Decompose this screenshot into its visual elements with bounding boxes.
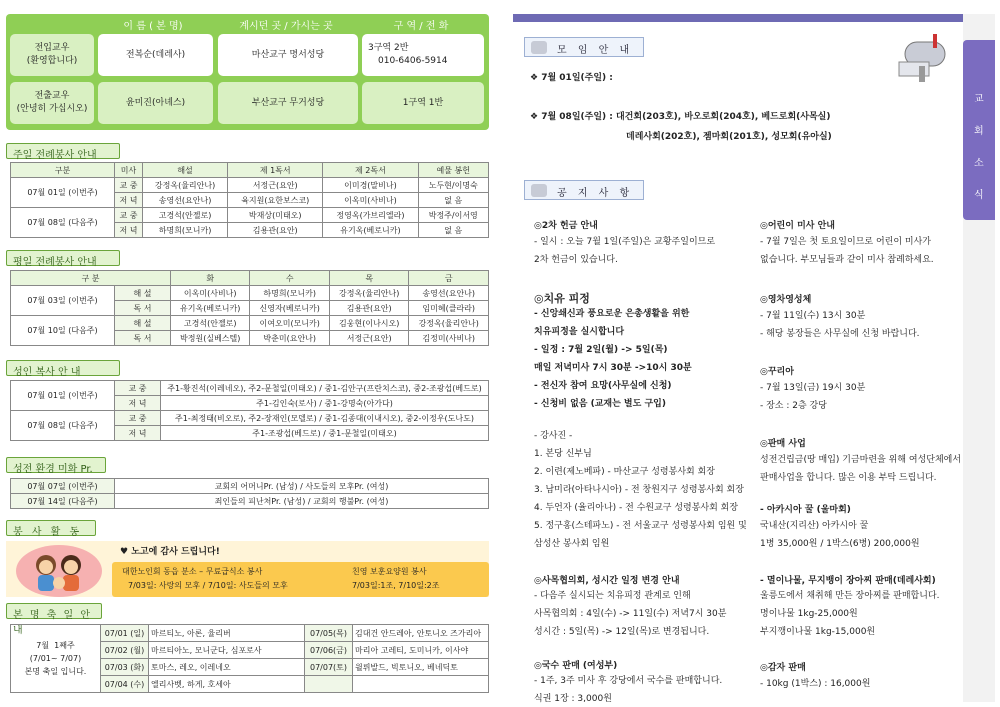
sunday-cell: 김용관(요안): [228, 223, 323, 238]
notice-text: 성시간 : 5일(목) -> 12일(목)로 변경됩니다.: [534, 627, 710, 637]
altar-title: 성인 복사 안 내: [6, 360, 120, 376]
altar-mass: 저 녁: [115, 396, 161, 411]
notice-text: - 1주, 3주 미사 후 강당에서 국수를 판매합니다.: [534, 676, 723, 686]
notice-text: 식권 1장 : 3,000원: [534, 694, 612, 704]
table-row: [11, 208, 489, 223]
altar-mass: 교 중: [115, 411, 161, 426]
altar-cell: 주1-최정태(비오로), 주2-장재인(모델로) / 중1-김종대(이내시오), 중2-이정우(도나도): [161, 411, 489, 426]
sunday-h5: 예물 봉헌: [418, 163, 488, 178]
environment-date: 07월 14일 (다음주): [11, 494, 115, 509]
notice-heading: ◎국수 판매 (여성부): [534, 661, 618, 671]
prayer-week: 7월 1째주 (7/01~ 7/07) 본명 축일 입니다.: [11, 625, 101, 693]
weekday-date: 07월 10일 (다음주): [11, 316, 115, 346]
notice-text: - 다음주 실시되는 치유피정 관계로 인해: [534, 591, 691, 601]
weekday-table: [10, 270, 489, 346]
notice-heading: ◎판매 사업: [760, 439, 806, 449]
weekday-cell: 김용관(요안): [329, 301, 409, 316]
weekday-h0: 구 분: [11, 271, 171, 286]
notice-text: 2차 헌금이 있습니다.: [534, 255, 618, 265]
sunday-h0: 구분: [11, 163, 115, 178]
notice-title: [524, 180, 644, 200]
table-row: [11, 411, 489, 426]
notice-text: 1. 본당 신부님: [534, 449, 592, 459]
table-row: [11, 494, 489, 509]
sunday-cell: 하명희(모니카): [143, 223, 228, 238]
weekday-cell: 하명희(모니카): [250, 286, 330, 301]
weekday-title: 평일 전례봉사 안내: [6, 250, 120, 266]
sunday-cell: 유기옥(베로니카): [323, 223, 418, 238]
notice-text: 1병 35,000원 / 1박스(6병) 200,000원: [760, 539, 920, 549]
sunday-h3: 제 1독서: [228, 163, 323, 178]
notice-heading: - 아카시아 꿀 (울마회): [760, 505, 851, 515]
prayer-date: [305, 676, 353, 693]
registry-place-out: 부산교구 무거성당: [218, 82, 358, 124]
notice-heading: ◎어린이 미사 안내: [760, 221, 835, 231]
prayer-date: 07/01 (일): [101, 625, 149, 642]
weekday-cell: 고경석(안젤로): [170, 316, 250, 331]
weekday-cell: 김정미(사비나): [409, 331, 489, 346]
weekday-h4: 금: [409, 271, 489, 286]
weekday-cell: 강정옥(율리안나): [409, 316, 489, 331]
notice-text: - 일시 : 오늘 7월 1일(주일)은 교황주일이므로: [534, 237, 716, 247]
weekday-kind: 독 서: [115, 301, 171, 316]
notice-text: - 7월 7일은 첫 토요일이므로 어린이 미사가: [760, 237, 931, 247]
sunday-cell: 노두현/이명숙: [418, 178, 488, 193]
sunday-cell: 서정근(요안): [228, 178, 323, 193]
notice-text: 사목협의회 : 4일(수) -> 11일(수) 저녁7시 30분: [534, 609, 727, 619]
registry-zone-in: [362, 34, 484, 76]
sunday-mass: 교 중: [115, 178, 143, 193]
notice-heading: - 멸이나물, 무지뱅이 장아찌 판매(데레사회): [760, 576, 936, 586]
weekday-cell: 강정옥(율리안나): [329, 286, 409, 301]
prayer-date: 07/07(토): [305, 659, 353, 676]
prayer-saints: 엘리사벳, 하게, 호세아: [149, 676, 305, 693]
meeting-line1: ❖ 7월 01일(주일) :: [530, 73, 613, 83]
sunday-mass: 저 녁: [115, 193, 143, 208]
environment-title: 성전 환경 미화 Pr.: [6, 457, 106, 473]
top-bar: [513, 14, 963, 22]
prayer-saints: 토마스, 레오, 이레네오: [149, 659, 305, 676]
weekday-cell: 신영자(베로니카): [250, 301, 330, 316]
sunday-date: 07월 08일 (다음주): [11, 208, 115, 238]
prayer-saints: 마르티아노, 모니군다, 심포로사: [149, 642, 305, 659]
notice-text: 국내산(지리산) 아카시아 꿀: [760, 521, 869, 531]
notice-text: - 강사진 -: [534, 431, 573, 441]
table-row: [11, 381, 489, 396]
service-info: [112, 562, 489, 597]
prayer-saints: 윌뤼발드, 빅토니오, 베네딕토: [353, 659, 489, 676]
sunday-cell: 없 음: [418, 223, 488, 238]
notice-text: 치유피정을 실시합니다: [534, 327, 625, 337]
weekday-cell: 이여오미(모니카): [250, 316, 330, 331]
notice-text: 2. 이련(제노베파) - 마산교구 성령봉사회 회장: [534, 467, 715, 477]
notice-heading: ◎감자 판매: [760, 663, 806, 673]
table-row: [11, 178, 489, 193]
altar-cell: 주1-황진석(이레네오), 주2-문철일(미태오) / 중1-김안구(프란치스코), 중2-조광섭(베드로): [161, 381, 489, 396]
notice-text: - 신청비 없음 (교재는 별도 구입): [534, 399, 666, 409]
sunday-cell: 고경석(안젤로): [143, 208, 228, 223]
prayer-title: 본 명 축 일 안 내: [6, 603, 102, 619]
notice-text: 부지깽이나물 1kg-15,000원: [760, 627, 876, 637]
side-tab-char: 식: [974, 190, 984, 201]
table-row: [11, 625, 489, 642]
weekday-cell: 송영선(요안나): [409, 286, 489, 301]
sunday-cell: 이미경(말비나): [323, 178, 418, 193]
prayer-table: [10, 624, 489, 693]
prayer-saints: [353, 676, 489, 693]
side-tab-char: 회: [974, 126, 984, 137]
weekday-cell: 김웅현(이나시오): [329, 316, 409, 331]
registry-type-in: 전입교우 (환영합니다): [10, 34, 94, 76]
sunday-cell: 송영선(요안나): [143, 193, 228, 208]
altar-mass: 교 중: [115, 381, 161, 396]
weekday-cell: 임미혜(클라라): [409, 301, 489, 316]
weekday-cell: 서정근(요안): [329, 331, 409, 346]
table-row: [11, 286, 489, 301]
notice-title-text: 공 지 사 항: [557, 188, 634, 199]
notice-text: 3. 남미라(아타나시아) - 전 창원지구 성령봉사회 회장: [534, 485, 744, 495]
person-icon: [531, 184, 547, 197]
registry-header-zone: 구 역 / 전 화: [393, 21, 449, 32]
notice-text: 없습니다. 부모님들과 같이 미사 참례하세요.: [760, 255, 934, 265]
sunday-cell: 없 음: [418, 193, 488, 208]
weekday-h3: 목: [329, 271, 409, 286]
notice-text: - 신앙쇄신과 풍요로운 은총생활을 위한: [534, 309, 690, 319]
notice-heading: ◎영차영성체: [760, 295, 812, 305]
mailbox-icon: [885, 32, 955, 84]
registry-panel: [6, 14, 489, 130]
service-left-line1: 대한노인회 동읍 분소 – 무료급식소 봉사: [122, 567, 263, 576]
notice-text: - 10kg (1박스) : 16,000원: [760, 679, 871, 689]
meeting-line2: ❖ 7월 08일(주일) : 대건회(203호), 바오로회(204호), 베드로회(사목실): [530, 112, 831, 122]
weekday-h1: 화: [170, 271, 250, 286]
environment-table: [10, 478, 489, 509]
altar-mass: 저 녁: [115, 426, 161, 441]
altar-cell: 주1-김인숙(로사) / 중1-강명숙(아가다): [161, 396, 489, 411]
environment-cell: 교회의 어머니Pr. (남성) / 사도들의 모후Pr. (여성): [115, 479, 489, 494]
registry-header-place: 계시던 곳 / 가시는 곳: [239, 21, 333, 32]
registry-header-name: 이 름 ( 본 명): [123, 21, 183, 32]
service-title: 봉 사 활 동: [6, 520, 96, 536]
sunday-h1: 미사: [115, 163, 143, 178]
prayer-date: 07/04 (수): [101, 676, 149, 693]
sunday-table: [10, 162, 489, 238]
prayer-date: 07/03 (화): [101, 659, 149, 676]
sunday-title: 주일 전례봉사 안내: [6, 143, 120, 159]
meeting-line3: 데레사회(202호), 젬마회(201호), 성모회(유아실): [626, 132, 832, 142]
registry-name-out: 윤미진(아녜스): [98, 82, 213, 124]
family-icon: [16, 545, 102, 597]
service-right-line1: 친영 보훈요양원 봉사: [352, 567, 427, 576]
weekday-cell: 이옥미(사비나): [170, 286, 250, 301]
weekday-h2: 수: [250, 271, 330, 286]
notice-text: - 일정 : 7월 2일(월) -> 5일(목): [534, 345, 668, 355]
weekday-cell: 박정원(실베스텔): [170, 331, 250, 346]
notice-text: 삼성산 봉사회 임원: [534, 539, 610, 549]
notice-heading: ◎꾸리아: [760, 367, 794, 377]
side-tab-char: 소: [974, 158, 984, 169]
service-right-line2: 7/03일:1조, 7/10일:2조: [352, 581, 440, 590]
notice-text: 5. 정구홍(스테파노) - 전 서울교구 성령봉사회 임원 및: [534, 521, 747, 531]
prayer-date: 07/05(목): [305, 625, 353, 642]
weekday-kind: 독 서: [115, 331, 171, 346]
notice-text: 성전건립금(땅 매입) 기금마련을 위해 여성단체에서: [760, 455, 962, 465]
sunday-cell: 강정옥(율리안나): [143, 178, 228, 193]
registry-phone-value: 010-6406-5914: [378, 56, 448, 66]
notice-heading: ◎2차 헌금 안내: [534, 221, 598, 231]
notice-text: 4. 두언자 (율리아나) - 전 수원교구 성령봉사회 회장: [534, 503, 739, 513]
prayer-saints: 김대건 안드레아, 안토니오 즈가리아: [353, 625, 489, 642]
sunday-h2: 해설: [143, 163, 228, 178]
altar-cell: 주1-조광섭(베드로) / 중1-문철일(미태오): [161, 426, 489, 441]
environment-date: 07월 07일 (이번주): [11, 479, 115, 494]
side-tab: [963, 40, 995, 220]
registry-zone-out: 1구역 1반: [362, 82, 484, 124]
family-illustration: [16, 545, 102, 597]
sunday-mass: 교 중: [115, 208, 143, 223]
altar-table: [10, 380, 489, 441]
notice-text: - 전신자 참여 요망(사무실에 신청): [534, 381, 672, 391]
registry-place-in: 마산교구 명서성당: [218, 34, 358, 76]
registry-name-in: 전복순(데레사): [98, 34, 213, 76]
person-icon: [531, 41, 547, 54]
notice-text: - 7월 13일(금) 19시 30분: [760, 383, 866, 393]
prayer-saints: 마리아 고레티, 도미니카, 이사야: [353, 642, 489, 659]
sunday-cell: 정영옥(가브리엘라): [323, 208, 418, 223]
notice-heading: ◎치유 피정: [534, 292, 590, 305]
side-tab-char: 교: [974, 94, 984, 105]
notice-text: 울릉도에서 채취해 만든 장아찌를 판매합니다.: [760, 591, 940, 601]
sunday-cell: 육지원(요한보스코): [228, 193, 323, 208]
table-row: [11, 479, 489, 494]
environment-cell: 죄인들의 피난처Pr. (남성) / 교회의 행불Pr. (여성): [115, 494, 489, 509]
meeting-title: [524, 37, 644, 57]
notice-text: 판매사업을 합니다. 많은 이용 부탁 드립니다.: [760, 473, 937, 483]
service-thanks: ♥ 노고에 감사 드립니다!: [120, 547, 220, 557]
notice-text: - 7월 11일(수) 13시 30분: [760, 311, 866, 321]
altar-date: 07월 08일 (다음주): [11, 411, 115, 441]
notice-heading: ◎사목협의회, 성시간 일정 변경 안내: [534, 576, 680, 586]
registry-type-out: 전출교우 (안녕히 가십시오): [10, 82, 94, 124]
sunday-cell: 이옥미(사비나): [323, 193, 418, 208]
sunday-date: 07월 01일 (이번주): [11, 178, 115, 208]
weekday-kind: 해 설: [115, 316, 171, 331]
altar-date: 07월 01일 (이번주): [11, 381, 115, 411]
notice-text: 명이나물 1kg-25,000원: [760, 609, 858, 619]
service-left-line2: 7/03일: 사랑의 모후 / 7/10일: 사도들의 모후: [128, 581, 288, 590]
notice-text: - 장소 : 2층 강당: [760, 401, 827, 411]
sunday-cell: 박정주/이서영: [418, 208, 488, 223]
sunday-cell: 박재상(미태오): [228, 208, 323, 223]
table-row: [11, 316, 489, 331]
notice-text: 매일 저녁미사 7시 30분 ->10시 30분: [534, 363, 692, 373]
weekday-date: 07월 03일 (이번주): [11, 286, 115, 316]
weekday-cell: 박춘미(요안나): [250, 331, 330, 346]
notice-text: - 해당 봉장들은 사무실에 신청 바랍니다.: [760, 329, 920, 339]
prayer-date: 07/02 (월): [101, 642, 149, 659]
prayer-date: 07/06(금): [305, 642, 353, 659]
sunday-mass: 저 녁: [115, 223, 143, 238]
prayer-saints: 마르티노, 아론, 율리버: [149, 625, 305, 642]
sunday-h4: 제 2독서: [323, 163, 418, 178]
weekday-cell: 유기옥(베로니카): [170, 301, 250, 316]
weekday-kind: 해 설: [115, 286, 171, 301]
registry-zone-value: 3구역 2반: [368, 43, 409, 53]
meeting-title-text: 모 임 안 내: [557, 45, 634, 56]
